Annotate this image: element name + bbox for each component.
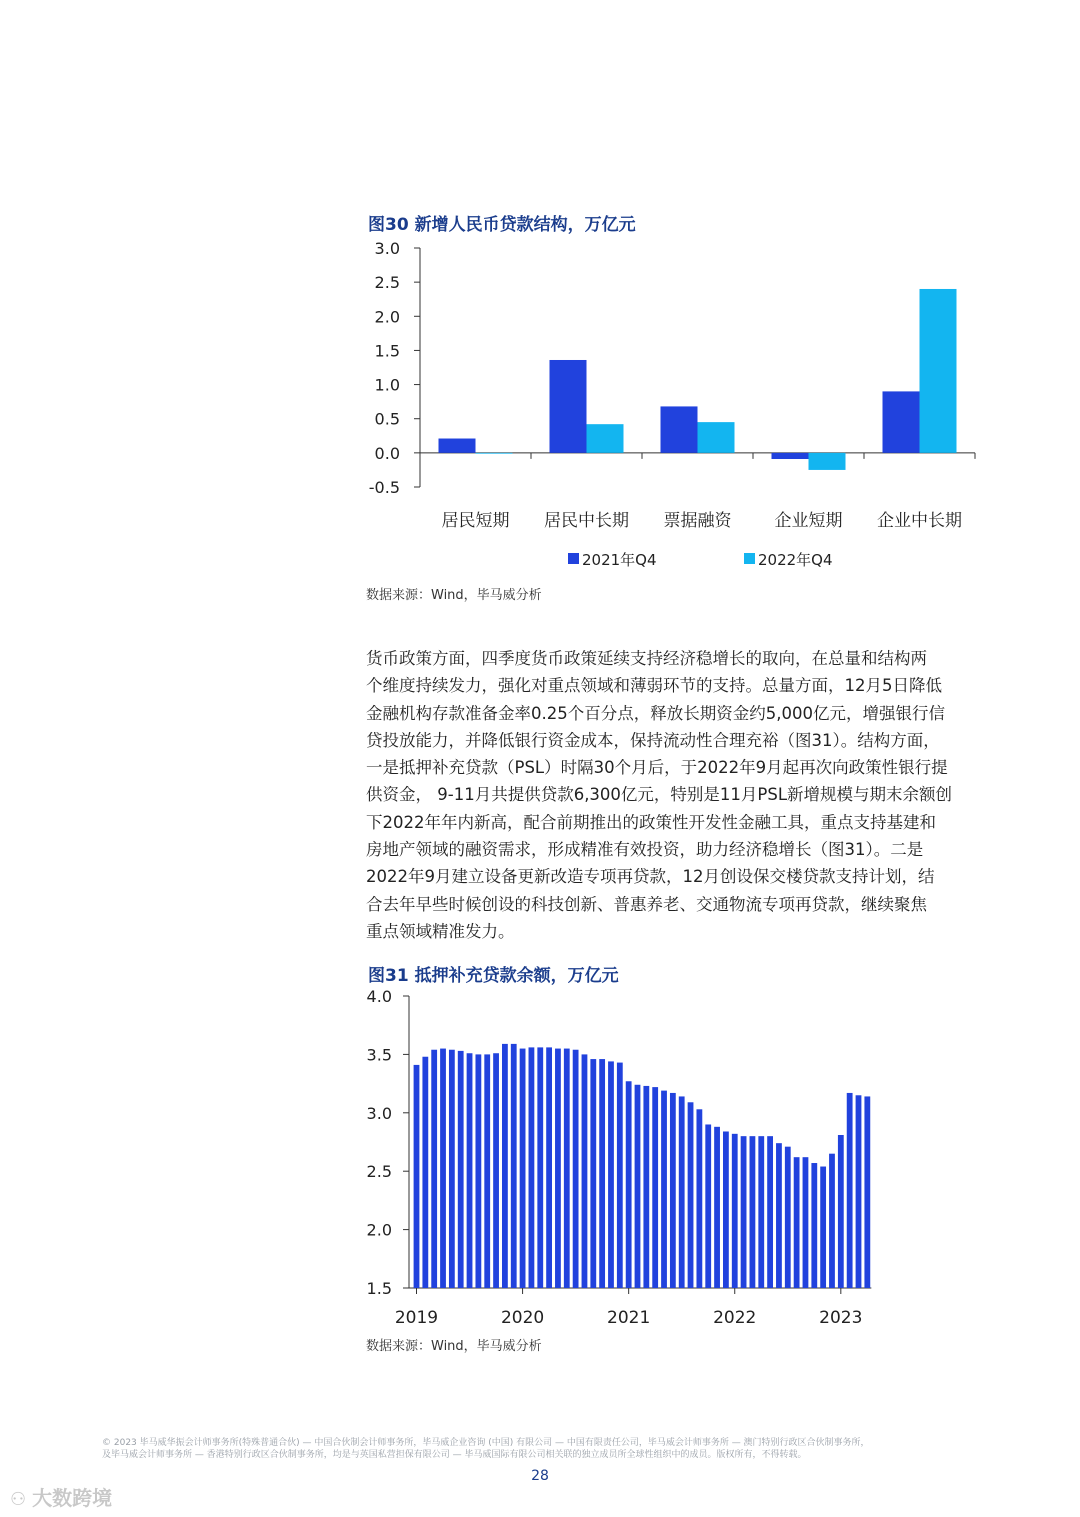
bar <box>484 1054 490 1288</box>
bar <box>467 1053 473 1288</box>
y-tick-label: 2.0 <box>366 1220 392 1240</box>
category-label: 居民中长期 <box>544 511 629 531</box>
bar <box>856 1095 862 1288</box>
bar <box>679 1096 685 1288</box>
figure31-source: 数据来源：Wind，毕马威分析 <box>366 1339 542 1354</box>
category-label: 企业中长期 <box>877 511 962 531</box>
y-tick-label: 1.5 <box>366 1279 392 1298</box>
bar <box>458 1051 464 1288</box>
bar <box>493 1053 499 1288</box>
bar <box>643 1086 649 1288</box>
y-tick-label: 2.0 <box>374 307 400 327</box>
y-tick-label: 2.5 <box>366 1162 392 1182</box>
footer-copyright <box>102 1437 987 1461</box>
body-line: 一是抵押补充贷款（PSL）时隔30个月后，于2022年9月起再次向政策性银行提 <box>366 758 948 778</box>
bar <box>564 1049 570 1288</box>
bar <box>864 1096 870 1288</box>
bar <box>750 1136 756 1288</box>
bar <box>803 1157 809 1288</box>
y-tick-label: 3.5 <box>366 1045 392 1065</box>
y-tick-label: -0.5 <box>368 478 400 497</box>
bar <box>652 1087 658 1288</box>
body-line: 货币政策方面，四季度货币政策延续支持经济稳增长的取向，在总量和结构两 <box>366 649 927 668</box>
footer-line: 及毕马威会计师事务所 — 香港特别行政区合伙制事务所，均是与英国私营担保有限公司 — 毕马威国际有限公司相关联的独立成员所全球性组织中的成员。版权所有，不得转载。 <box>102 1450 807 1460</box>
bar <box>449 1050 455 1288</box>
bar <box>688 1102 694 1288</box>
body-line: 个维度持续发力，强化对重点领域和薄弱环节的支持。总量方面，12月5日降低 <box>366 676 942 696</box>
figure31-title: 图31 抵押补充贷款余额，万亿元 <box>368 966 619 986</box>
bar <box>422 1057 428 1288</box>
body-line: 房地产领域的融资需求，形成精准有效投资，助力经济稳增长（图31）。二是 <box>366 840 924 860</box>
bar <box>617 1063 623 1288</box>
legend-label: 2022年Q4 <box>758 551 833 569</box>
bar <box>537 1047 543 1288</box>
bar <box>758 1136 764 1288</box>
category-label: 企业短期 <box>774 511 843 531</box>
bar <box>573 1050 579 1288</box>
category-label: 居民短期 <box>441 511 510 531</box>
body-line: 贷投放能力，并降低银行资金成本，保持流动性合理充裕（图31）。结构方面， <box>366 730 940 750</box>
bar <box>714 1127 720 1288</box>
body-line: 金融机构存款准备金率0.25个百分点，释放长期资金约5,000亿元，增强银行信 <box>366 703 945 723</box>
bar <box>820 1167 826 1288</box>
y-tick-label: 1.0 <box>374 375 400 395</box>
footer-line: © 2023 毕马威华振会计师事务所(特殊普通合伙) — 中国合伙制会计师事务所，毕马威企业咨询 (中国) 有限公司 — 中国有限责任公司，毕马威会计师事务所 — 澳门特别行政区合伙制事务所， <box>102 1438 870 1448</box>
bar <box>829 1154 835 1288</box>
bar <box>847 1093 853 1288</box>
watermark <box>10 1482 112 1511</box>
bar <box>414 1065 420 1288</box>
bar <box>582 1054 588 1288</box>
x-tick-label: 2023 <box>819 1308 863 1328</box>
body-line: 供资金， 9-11月共提供贷款6,300亿元，特别是11月PSL新增规模与期末余额创 <box>366 785 953 805</box>
y-tick-label: 2.5 <box>374 273 400 293</box>
bar <box>529 1047 535 1288</box>
bar <box>590 1059 596 1288</box>
bar <box>440 1049 446 1288</box>
bar <box>811 1163 817 1288</box>
bar <box>741 1136 747 1288</box>
bar <box>767 1136 773 1288</box>
bar <box>785 1147 791 1288</box>
bar <box>705 1124 711 1288</box>
y-tick-label: 1.5 <box>374 341 400 361</box>
x-tick-label: 2020 <box>500 1308 545 1328</box>
bar <box>635 1085 641 1288</box>
watermark-logo-icon: ⚇ <box>10 1489 27 1510</box>
page-number: 28 <box>531 1468 549 1484</box>
bar <box>670 1093 676 1288</box>
bar <box>502 1044 508 1288</box>
y-tick-label: 3.0 <box>366 1103 392 1123</box>
bar <box>546 1047 552 1288</box>
x-tick-label: 2022 <box>713 1308 757 1328</box>
bar <box>732 1134 738 1288</box>
y-tick-label: 3.0 <box>374 239 400 258</box>
bar <box>794 1157 800 1288</box>
body-line: 重点领域精准发力。 <box>366 921 515 941</box>
bar <box>608 1061 614 1288</box>
x-tick-label: 2021 <box>607 1308 651 1328</box>
bar <box>431 1050 437 1288</box>
y-tick-label: 0.5 <box>374 409 400 429</box>
body-line: 合去年早些时候创设的科技创新、普惠养老、交通物流专项再贷款，继续聚焦 <box>366 894 927 914</box>
body-line: 2022年9月建立设备更新改造专项再贷款，12月创设保交楼贷款支持计划，结 <box>366 867 935 887</box>
body-line: 下2022年年内新高，配合前期推出的政策性开发性金融工具，重点支持基建和 <box>366 812 936 832</box>
bar <box>661 1091 667 1288</box>
bar <box>599 1059 605 1288</box>
y-tick-label: 4.0 <box>366 987 392 1006</box>
bar <box>475 1054 481 1288</box>
figure30-title: 图30 新增人民币贷款结构，万亿元 <box>368 215 636 235</box>
category-label: 票据融资 <box>663 511 732 531</box>
legend-label: 2021年Q4 <box>582 551 657 569</box>
watermark-text: 大数跨境 <box>32 1486 113 1510</box>
figure30-source: 数据来源：Wind，毕马威分析 <box>366 588 542 603</box>
bar <box>838 1135 844 1288</box>
x-tick-label: 2019 <box>394 1308 439 1328</box>
bar <box>696 1109 702 1288</box>
y-tick-label: 0.0 <box>374 443 400 463</box>
bar <box>555 1049 561 1288</box>
bar <box>776 1143 782 1288</box>
bar <box>511 1044 517 1288</box>
bar <box>520 1049 526 1288</box>
bar <box>723 1131 729 1288</box>
bar <box>626 1081 632 1288</box>
